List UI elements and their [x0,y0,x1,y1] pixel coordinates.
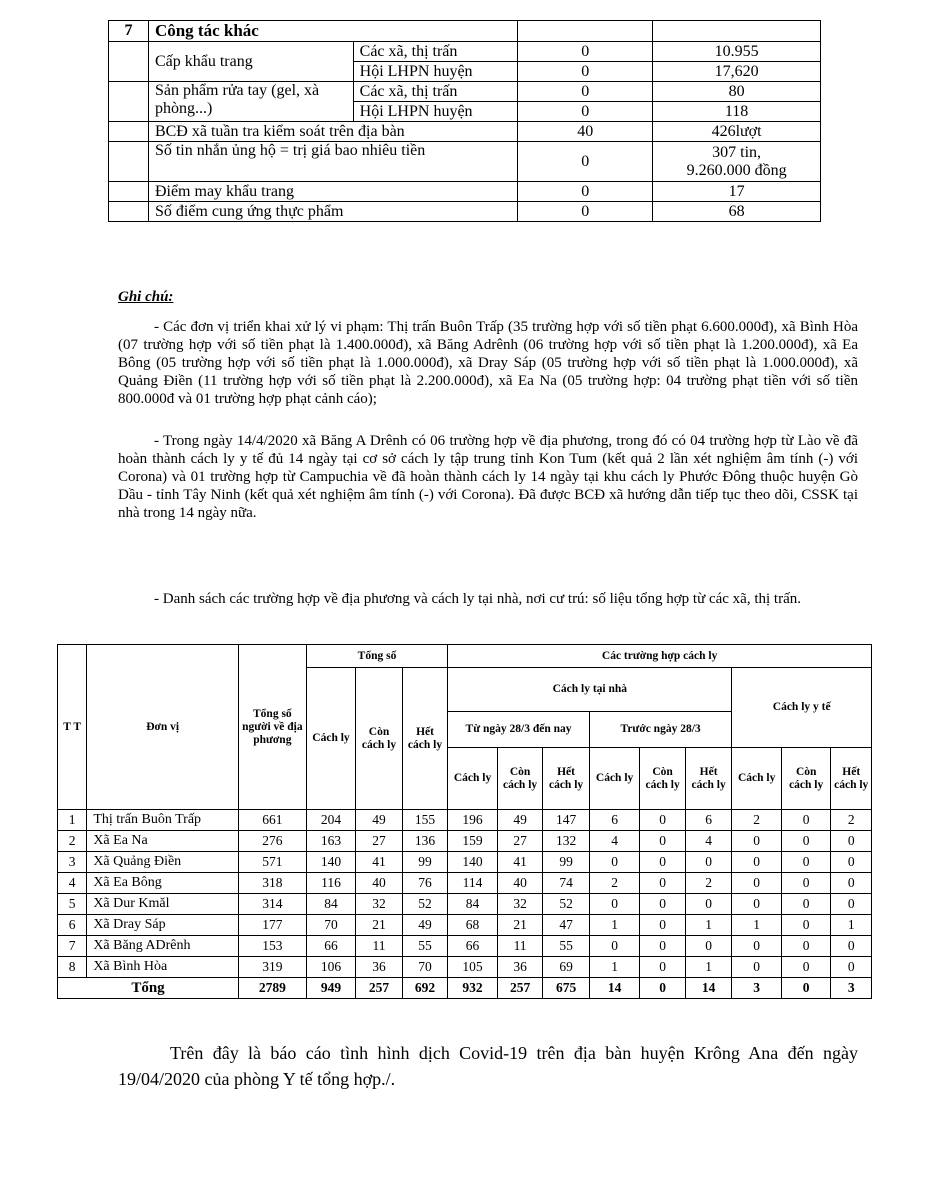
closing-paragraph: Trên đây là báo cáo tình hình dịch Covid-19 trên địa bàn huyện Krông Ana đến ngày 19/04/2020 của phòng Y tế tổng hợp./. [118,1043,858,1089]
header-before-28-3: Trước ngày 28/3 [589,712,732,748]
unit-cell: Hội LHPN huyện [353,62,518,82]
unit-cell: Hội LHPN huyện [353,102,518,122]
row-label: Số tin nhắn ủng hộ = trị giá bao nhiêu tiền [148,142,517,182]
table-row: 5 Xã Dur Kmăl 314 84 32 52 84 32 52 0 0 0 0 0 0 [58,894,872,915]
other-activities-table [108,20,821,222]
header-tt: T T [58,645,87,810]
value-cell: 17,620 [653,62,821,82]
section-number: 7 [109,21,149,42]
header-total-returnees: Tổng số người về địa phương [238,645,306,810]
note-paragraph-violations: - Các đơn vị triển khai xử lý vi phạm: Thị trấn Buôn Trấp (35 trường hợp với số tiền phạt 6.600.000đ), xã Bình Hòa (07 trường hợp với số tiền phạt là 1.400.000đ), xã Băng Adrênh (06 trường hợp với số tiền phạt là 1.200.000đ), xã Ea Bông (05 trường hợp với số tiền phạt là 1.000.000đ), xã Dray Sáp (05 trường hợp với số tiền phạt là 1.000.000đ), xã Quảng Điền (11 trường hợp với số tiền phạt là 2.200.000đ), xã Ea Na (05 trường hợp: 04 trường phạt tiền với số tiền 800.000đ và 01 trường hợp phạt cảnh cáo); [118,319,858,407]
value-cell: 0 [518,82,653,102]
value-cell: 118 [653,102,821,122]
table-row: 1 Thị trấn Buôn Trấp 661 204 49 155 196 49 147 6 0 6 2 0 2 [58,810,872,831]
header-quarantine-cases: Các trường hợp cách ly [448,645,872,668]
unit-cell: Các xã, thị trấn [353,82,518,102]
header-cell: Còn cách ly [497,748,543,810]
header-total: Tổng số [306,645,448,668]
note-paragraph-returnees: - Trong ngày 14/4/2020 xã Băng A Drênh có 06 trường hợp về địa phương, trong đó có 04 trường hợp từ Lào về đã hoàn thành cách ly y tế đủ 14 ngày tại cơ sở cách ly tập trung tỉnh Kon Tum (kết quả 2 lần xét nghiệm âm tính (-) với Corona) và 01 trường hợp từ Campuchia về đã hoàn thành cách ly 14 ngày tại khu cách ly Phước Đông thuộc huyện Gò Dầu - tỉnh Tây Ninh (kết quả xét nghiệm âm tính (-) với Corona). Đã được BCĐ xã hướng dẫn tiếp tục theo dõi, CSSK tại nhà trong 14 ngày nữa. [118,433,858,521]
note-paragraph-list: - Danh sách các trường hợp về địa phương và cách ly tại nhà, nơi cư trú: số liệu tổng hợp từ các xã, thị trấn. [154,591,801,607]
unit-cell: Các xã, thị trấn [353,42,518,62]
value-cell: 0 [518,62,653,82]
table-row: 8 Xã Bình Hòa 319 106 36 70 105 36 69 1 0 1 0 0 0 [58,957,872,978]
header-cell: Còn cách ly [781,748,831,810]
table-row: 7 Xã Băng ADrênh 153 66 11 55 66 11 55 0 0 0 0 0 0 [58,936,872,957]
header-unit: Đơn vị [87,645,239,810]
value-cell: 0 [518,182,653,202]
header-cell: Hết cách ly [543,748,590,810]
header-cell: Hết cách ly [402,668,448,810]
table-row: 2 Xã Ea Na 276 163 27 136 159 27 132 4 0 4 0 0 0 [58,831,872,852]
section-title: Công tác khác [148,21,517,42]
value-cell: 40 [518,122,653,142]
value-cell: 0 [518,102,653,122]
table-row: 4 Xã Ea Bông 318 116 40 76 114 40 74 2 0 2 0 0 0 [58,873,872,894]
header-cell: Hết cách ly [685,748,732,810]
header-cell: Cách ly [448,748,498,810]
quarantine-table [57,644,872,999]
header-cell: Còn cách ly [640,748,686,810]
value-cell: 17 [653,182,821,202]
row-label: Cấp khẩu trang [148,42,353,82]
value-cell: 68 [653,202,821,222]
row-label: BCĐ xã tuần tra kiểm soát trên địa bàn [148,122,517,142]
header-medical-quarantine: Cách ly y tế [732,668,872,748]
value-cell: 0 [518,202,653,222]
table-row: 6 Xã Dray Sáp 177 70 21 49 68 21 47 1 0 1 1 0 1 [58,915,872,936]
row-label: Điểm may khẩu trang [148,182,517,202]
header-cell: Cách ly [589,748,640,810]
header-cell: Còn cách ly [356,668,403,810]
notes-title: Ghi chú: [118,289,174,305]
value-cell: 0 [518,142,653,182]
value-cell: 10.955 [653,42,821,62]
header-cell: Hết cách ly [831,748,872,810]
total-row: Tổng 2789 949 257 692 932 257 675 14 0 14 3 0 3 [58,978,872,999]
value-cell: 0 [518,42,653,62]
row-label: Sản phẩm rửa tay (gel, xà phòng...) [148,82,353,122]
table-row: 3 Xã Quảng Điền 571 140 41 99 140 41 99 0 0 0 0 0 0 [58,852,872,873]
header-cell: Cách ly [306,668,356,810]
header-home-quarantine: Cách ly tại nhà [448,668,732,712]
row-label: Số điểm cung ứng thực phẩm [148,202,517,222]
header-cell: Cách ly [732,748,782,810]
value-cell: 426lượt [653,122,821,142]
header-since-28-3: Từ ngày 28/3 đến nay [448,712,590,748]
value-cell: 307 tin, 9.260.000 đồng [653,142,821,182]
value-cell: 80 [653,82,821,102]
